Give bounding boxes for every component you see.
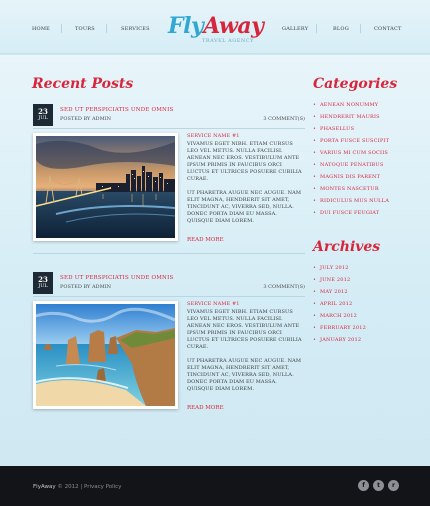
bullet-icon: • <box>313 301 317 307</box>
site-footer <box>0 466 430 506</box>
categories-title: Categories <box>313 76 398 92</box>
category-link[interactable]: • VARIUS MI CUM SOCIIS <box>313 150 389 156</box>
category-link[interactable]: • AENEAN NONUMMY <box>313 102 379 108</box>
footer-brand: FlyAway <box>33 484 56 490</box>
archive-link[interactable]: • JULY 2012 <box>313 265 349 271</box>
footer-copyright-text[interactable]: © 2012 | Privacy Policy <box>57 484 122 490</box>
service-name: SERVICE NAME #1 <box>187 301 240 307</box>
archive-link[interactable]: • APRIL 2012 <box>313 301 353 307</box>
nav-contact[interactable]: CONTACT <box>374 26 402 32</box>
post-header-divider <box>33 128 305 129</box>
coastal-rock-stacks-photo <box>36 304 175 406</box>
post-item <box>33 272 305 422</box>
bullet-icon: • <box>313 114 317 120</box>
category-link[interactable]: • DUI FUSCE FEUGIAT <box>313 210 380 216</box>
post-header-divider <box>33 296 305 297</box>
city-night-bridge-photo <box>36 136 175 238</box>
post-author: POSTED BY ADMIN <box>60 116 112 122</box>
logo-wordmark: FlyAway <box>168 13 264 39</box>
archives-title: Archives <box>313 239 381 255</box>
post-comments-link[interactable]: 3 COMMENT(S) <box>263 116 305 122</box>
categories-list <box>313 102 403 222</box>
logo-tagline: TRAVEL AGENCY <box>202 38 254 44</box>
post-paragraph: VIVAMUS EGET NIBH. ETIAM CURSUS LEO VEL METUS. NULLA FACILISI. AENEAN NEC EROS. VESTIBULUM ANTE IPSUM PRIMIS IN FAUCIBUS ORCI LUCTUS ET ULTRICES POSUERE CUBILIA CURAE. <box>187 141 302 182</box>
post-date-badge: 23 JUL <box>33 272 53 294</box>
nav-blog[interactable]: BLOG <box>333 26 349 32</box>
nav-gallery[interactable]: GALLERY <box>282 26 309 32</box>
category-link[interactable]: • MONTES NASCETUR <box>313 186 379 192</box>
footer-copyright <box>33 484 121 490</box>
post-title-link[interactable]: SED UT PERSPICIATIS UNDE OMNIS <box>60 275 174 281</box>
bullet-icon: • <box>313 150 317 156</box>
nav-separator <box>61 24 62 33</box>
post-excerpt <box>187 301 305 393</box>
bullet-icon: • <box>313 337 317 343</box>
post-excerpt <box>187 133 305 225</box>
post-title-link[interactable]: SED UT PERSPICIATIS UNDE OMNIS <box>60 107 174 113</box>
archive-link[interactable]: • MAY 2012 <box>313 289 348 295</box>
category-link[interactable]: • PORTA FUSCE SUSCIPIT <box>313 138 390 144</box>
bullet-icon: • <box>313 325 317 331</box>
post-date-badge: 23 JUL <box>33 104 53 126</box>
category-link[interactable]: • MAGNIS DIS PARENT <box>313 174 381 180</box>
post-paragraph: VIVAMUS EGET NIBH. ETIAM CURSUS LEO VEL METUS. NULLA FACILISI. AENEAN NEC EROS. VESTIBULUM ANTE IPSUM PRIMIS IN FAUCIBUS ORCI LUCTUS ET ULTRICES POSUERE CUBILIA CURAE. <box>187 309 302 350</box>
archive-link[interactable]: • JANUARY 2012 <box>313 337 362 343</box>
read-more-link[interactable]: READ MORE <box>187 237 224 243</box>
site-header <box>0 0 430 54</box>
rss-icon[interactable]: r <box>388 480 399 491</box>
recent-posts-title: Recent Posts <box>32 76 134 92</box>
archive-link[interactable]: • MARCH 2012 <box>313 313 357 319</box>
post-paragraph: UT PHARETRA AUGUE NEC AUGUE. NAM ELIT MAGNA, HENDRERIT SIT AMET, TINCIDUNT AC, VIVERRA SED, NULLA. DONEC PORTA DIAM EU MASSA. QUISQUE DIAM LOREM. <box>187 358 302 392</box>
read-more-link[interactable]: READ MORE <box>187 405 224 411</box>
archive-link[interactable]: • JUNE 2012 <box>313 277 351 283</box>
facebook-icon[interactable]: f <box>358 480 369 491</box>
post-image[interactable] <box>33 301 178 409</box>
post-paragraph: UT PHARETRA AUGUE NEC AUGUE. NAM ELIT MAGNA, HENDRERIT SIT AMET, TINCIDUNT AC, VIVERRA SED, NULLA. DONEC PORTA DIAM EU MASSA. QUISQUE DIAM LOREM. <box>187 190 302 224</box>
nav-services[interactable]: SERVICES <box>121 26 150 32</box>
category-link[interactable]: • HENDRERIT MAURIS <box>313 114 380 120</box>
category-link[interactable]: • NATOQUE PENATIBUS <box>313 162 384 168</box>
nav-separator <box>360 24 361 33</box>
bullet-icon: • <box>313 186 317 192</box>
twitter-icon[interactable]: t <box>373 480 384 491</box>
post-item <box>33 104 305 254</box>
bullet-icon: • <box>313 138 317 144</box>
nav-separator <box>106 24 107 33</box>
bullet-icon: • <box>313 102 317 108</box>
service-name: SERVICE NAME #1 <box>187 133 240 139</box>
bullet-icon: • <box>313 162 317 168</box>
site-logo[interactable] <box>168 13 264 47</box>
bullet-icon: • <box>313 198 317 204</box>
archive-link[interactable]: • FEBRUARY 2012 <box>313 325 367 331</box>
bullet-icon: • <box>313 289 317 295</box>
bullet-icon: • <box>313 265 317 271</box>
nav-home[interactable]: HOME <box>32 26 51 32</box>
bullet-icon: • <box>313 126 317 132</box>
category-link[interactable]: • PHASELLUS <box>313 126 355 132</box>
bullet-icon: • <box>313 277 317 283</box>
category-link[interactable]: • RIDICULUS MUS NULLA <box>313 198 390 204</box>
bullet-icon: • <box>313 174 317 180</box>
archives-list <box>313 265 403 349</box>
post-comments-link[interactable]: 3 COMMENT(S) <box>263 284 305 290</box>
nav-tours[interactable]: TOURS <box>75 26 95 32</box>
bullet-icon: • <box>313 313 317 319</box>
post-author: POSTED BY ADMIN <box>60 284 112 290</box>
nav-separator <box>316 24 317 33</box>
bullet-icon: • <box>313 210 317 216</box>
post-image[interactable] <box>33 133 178 241</box>
post-divider <box>33 253 305 254</box>
